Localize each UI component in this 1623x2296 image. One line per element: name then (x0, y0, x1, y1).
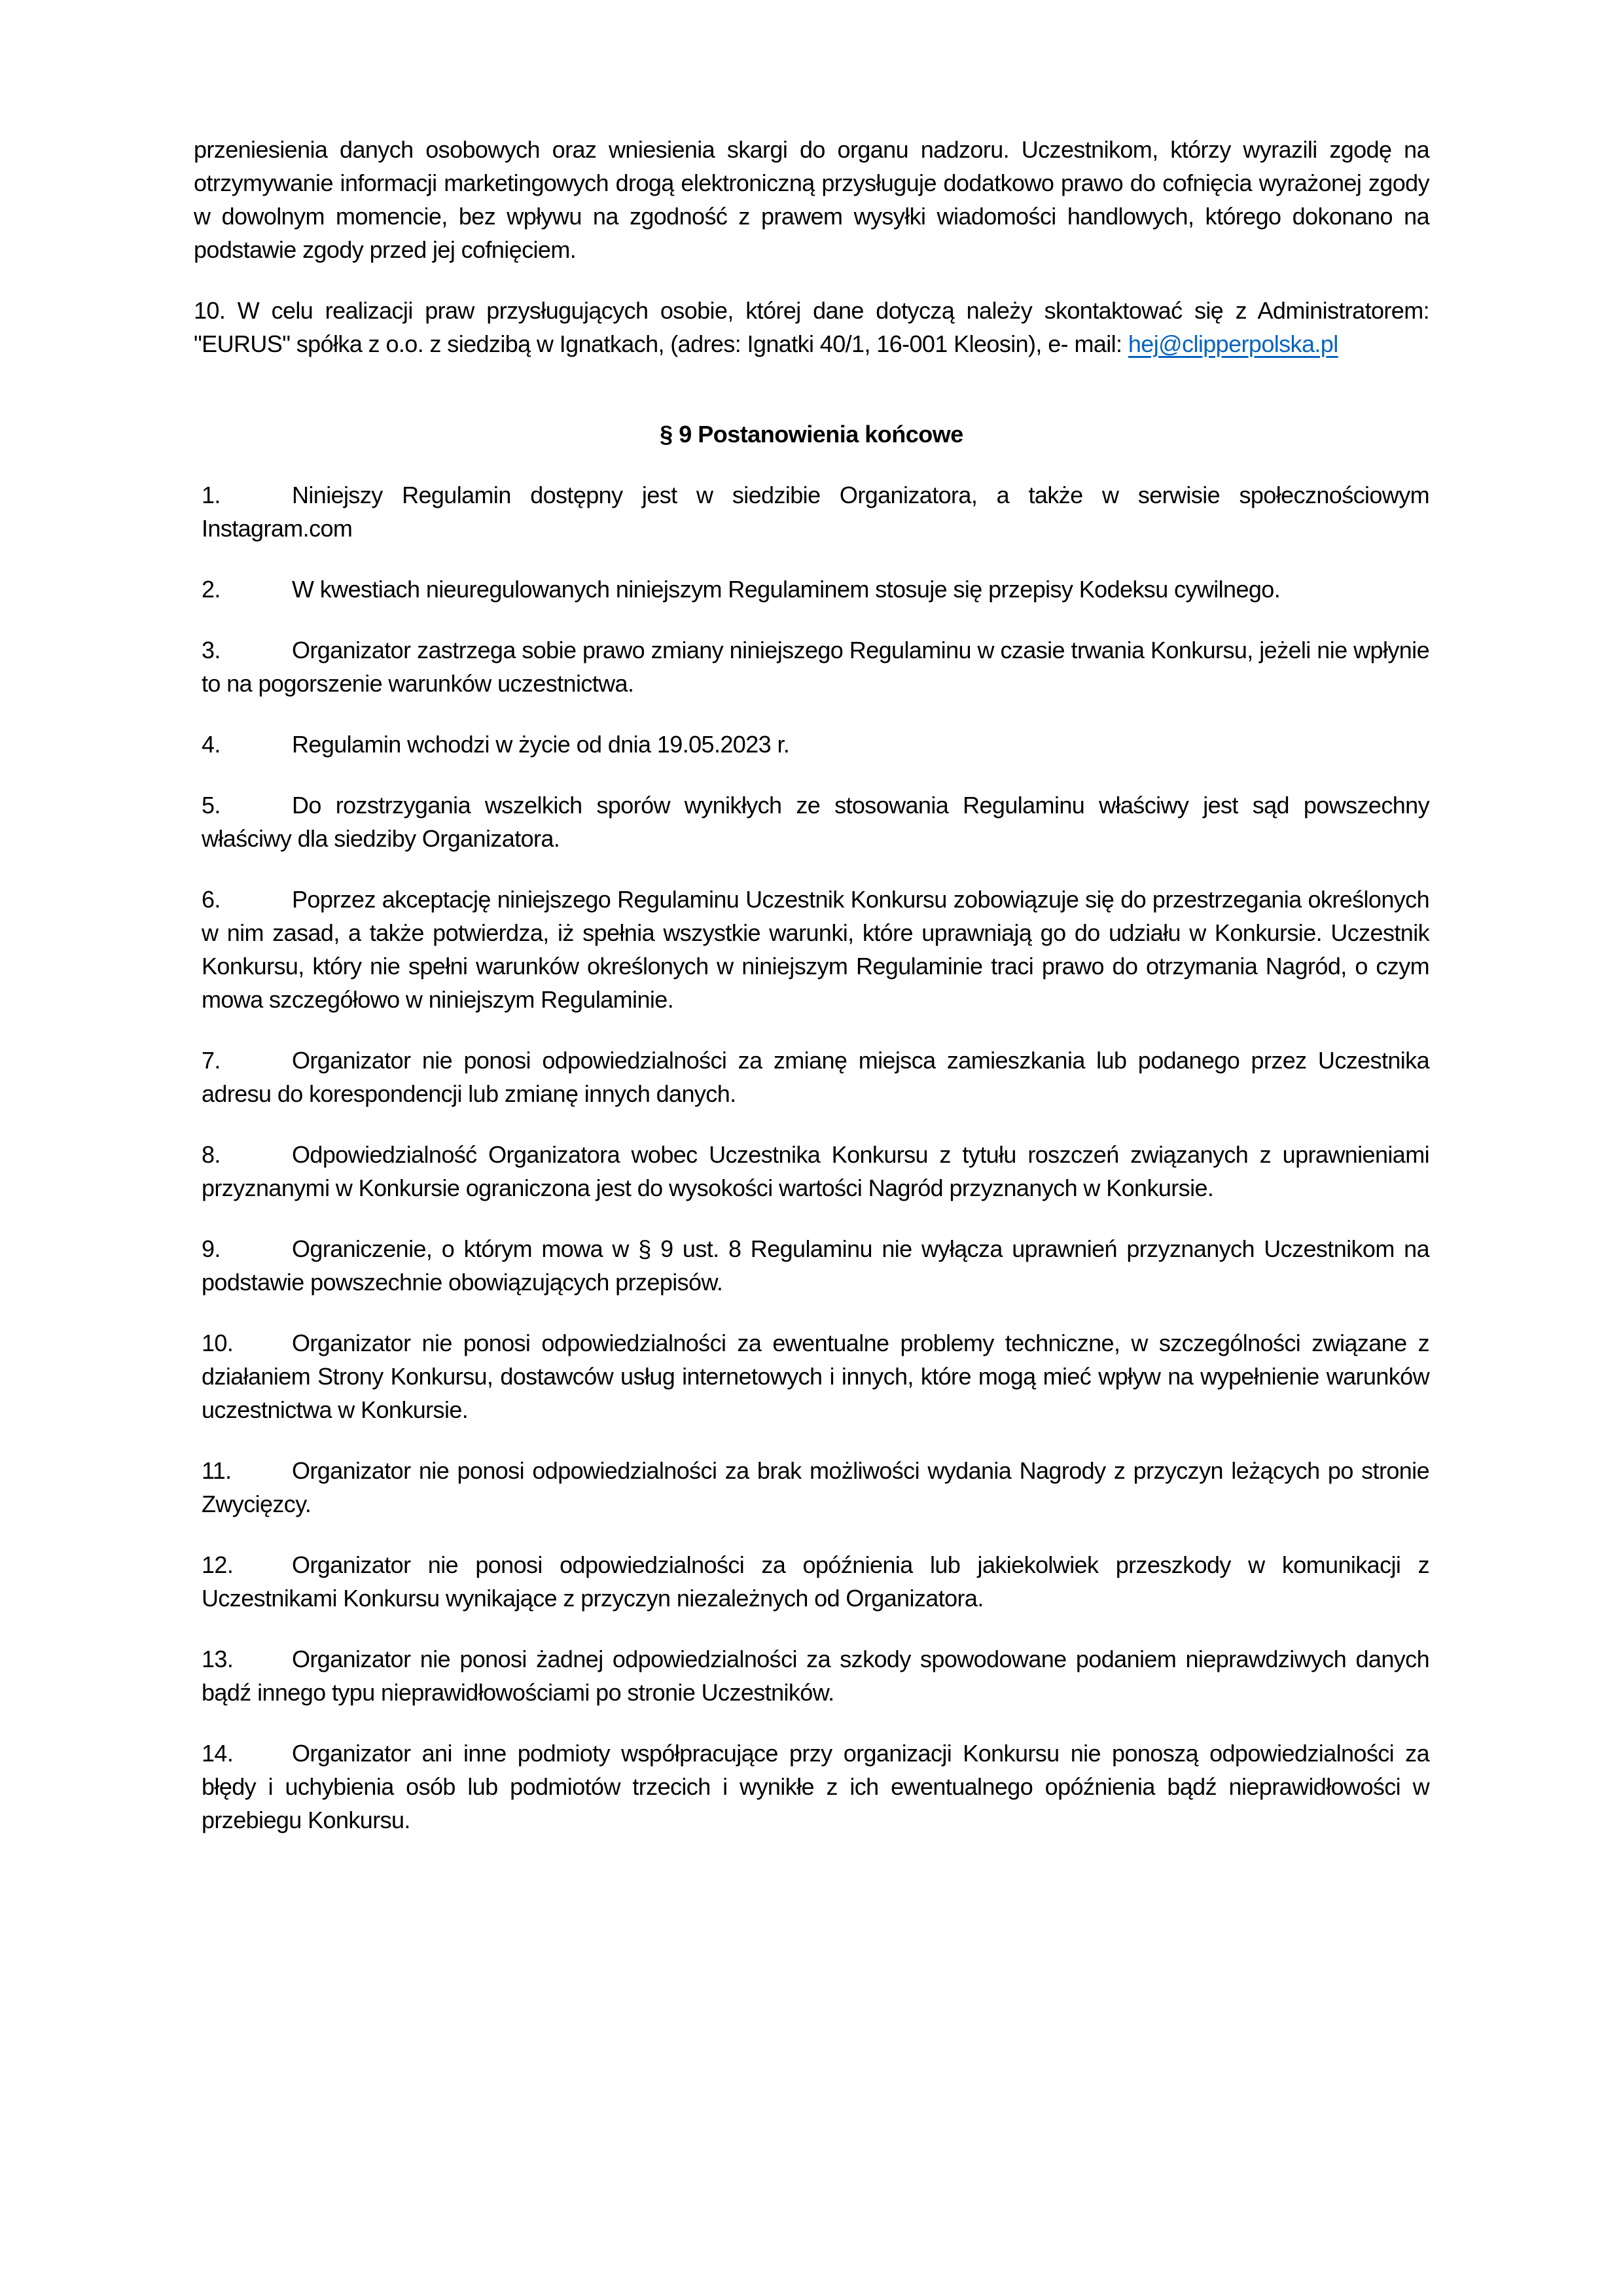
item-text: Do rozstrzygania wszelkich sporów wynikłych ze stosowania Regulaminu właściwy jest sąd powszechny właściwy dla siedziby Organizatora. (202, 792, 1429, 852)
item-text: Organizator nie ponosi odpowiedzialności za opóźnienia lub jakiekolwiek przeszkody w komunikacji z Uczestnikami Konkursu wynikające z przyczyn niezależnych od Organizatora. (202, 1551, 1429, 1612)
list-item (202, 478, 1429, 545)
item-text: Organizator nie ponosi odpowiedzialności za ewentualne problemy techniczne, w szczególności związane z działaniem Strony Konkursu, dostawców usług internetowych i innych, które mogą mieć wpływ na wypełnienie warunków uczestnictwa w Konkursie. (202, 1330, 1429, 1423)
list-item (202, 1737, 1429, 1837)
item-text: Odpowiedzialność Organizatora wobec Uczestnika Konkursu z tytułu roszczeń związanych z uprawnieniami przyznanymi w Konkursie ograniczona jest do wysokości wartości Nagród przyznanych w Konkursie. (202, 1141, 1429, 1201)
list-item (202, 1326, 1429, 1426)
contact-paragraph (194, 294, 1429, 361)
intro-paragraph: przeniesienia danych osobowych oraz wniesienia skargi do organu nadzoru. Uczestnikom, którzy wyrazili zgodę na otrzymywanie informacji marketingowych drogą elektroniczną przysługuje dodatkowo prawo do cofnięcia wyrażonej zgody w dowolnym momencie, bez wpływu na zgodność z prawem wysyłki wiadomości handlowych, którego dokonano na podstawie zgody przed jej cofnięciem. (194, 136, 1429, 263)
list-item (202, 1138, 1429, 1205)
list-item (202, 573, 1429, 606)
item-number: 4. (202, 731, 221, 758)
item-number: 5. (202, 792, 221, 819)
list-item (202, 883, 1429, 1016)
item-text: Regulamin wchodzi w życie od dnia 19.05.2023 r. (292, 731, 790, 758)
email-link[interactable]: hej@clipperpolska.pl (1128, 330, 1338, 357)
item-number: 10. (202, 1330, 234, 1356)
item-text: W kwestiach nieuregulowanych niniejszym Regulaminem stosuje się przepisy Kodeksu cywilnego. (292, 576, 1281, 603)
item-text: Organizator nie ponosi odpowiedzialności za brak możliwości wydania Nagrody z przyczyn leżących po stronie Zwycięzcy. (202, 1457, 1429, 1517)
item-text: Poprzez akceptację niniejszego Regulaminu Uczestnik Konkursu zobowiązuje się do przestrzegania określonych w nim zasad, a także potwierdza, iż spełnia wszystkie warunki, które uprawniają go do udziału w Konkursie. Uczestnik Konkursu, który nie spełni warunków określonych w niniejszym Regulaminie traci prawo do otrzymania Nagród, o czym mowa szczegółowo w niniejszym Regulaminie. (202, 886, 1429, 1013)
item-text: Niniejszy Regulamin dostępny jest w siedzibie Organizatora, a także w serwisie społecznościowym Instagram.com (202, 482, 1429, 542)
item-number: 7. (202, 1047, 221, 1074)
item-text: Organizator ani inne podmioty współpracujące przy organizacji Konkursu nie ponoszą odpowiedzialności za błędy i uchybienia osób lub podmiotów trzecich i wynikłe z ich ewentualnego opóźnienia bądź nieprawidłowości w przebiegu Konkursu. (202, 1740, 1429, 1833)
item-text: Ograniczenie, o którym mowa w § 9 ust. 8 Regulaminu nie wyłącza uprawnień przyznanych Uczestnikom na podstawie powszechnie obowiązujących przepisów. (202, 1235, 1429, 1296)
item-text: Organizator zastrzega sobie prawo zmiany niniejszego Regulaminu w czasie trwania Konkursu, jeżeli nie wpłynie to na pogorszenie warunków uczestnictwa. (202, 637, 1429, 697)
list-item (202, 788, 1429, 855)
document-page (194, 133, 1429, 1864)
item-number: 11. (202, 1457, 232, 1484)
provisions-list (194, 478, 1429, 1837)
section-heading: § 9 Postanowienia końcowe (660, 421, 963, 448)
item-number: 12. (202, 1551, 234, 1578)
list-item (202, 728, 1429, 761)
item-number: 14. (202, 1740, 234, 1767)
item-number: 6. (202, 886, 221, 913)
contact-text: 10. W celu realizacji praw przysługujących osobie, której dane dotyczą należy skontaktować się z Administratorem: "EURUS" spółka z o.o. z siedzibą w Ignatkach, (adres: Ignatki 40/1, 16-001 Kleosin), e- mail: (194, 297, 1429, 357)
item-number: 8. (202, 1141, 221, 1168)
list-item (202, 1548, 1429, 1615)
item-number: 1. (202, 482, 221, 508)
list-item (202, 1454, 1429, 1521)
item-text: Organizator nie ponosi odpowiedzialności za zmianę miejsca zamieszkania lub podanego przez Uczestnika adresu do korespondencji lub zmianę innych danych. (202, 1047, 1429, 1107)
item-text: Organizator nie ponosi żadnej odpowiedzialności za szkody spowodowane podaniem nieprawdziwych danych bądź innego typu nieprawidłowościami po stronie Uczestników. (202, 1646, 1429, 1706)
list-item (202, 1232, 1429, 1299)
list-item (202, 1642, 1429, 1709)
item-number: 2. (202, 576, 221, 603)
item-number: 9. (202, 1235, 221, 1262)
item-number: 3. (202, 637, 221, 663)
item-number: 13. (202, 1646, 234, 1672)
list-item (202, 633, 1429, 700)
list-item (202, 1044, 1429, 1110)
